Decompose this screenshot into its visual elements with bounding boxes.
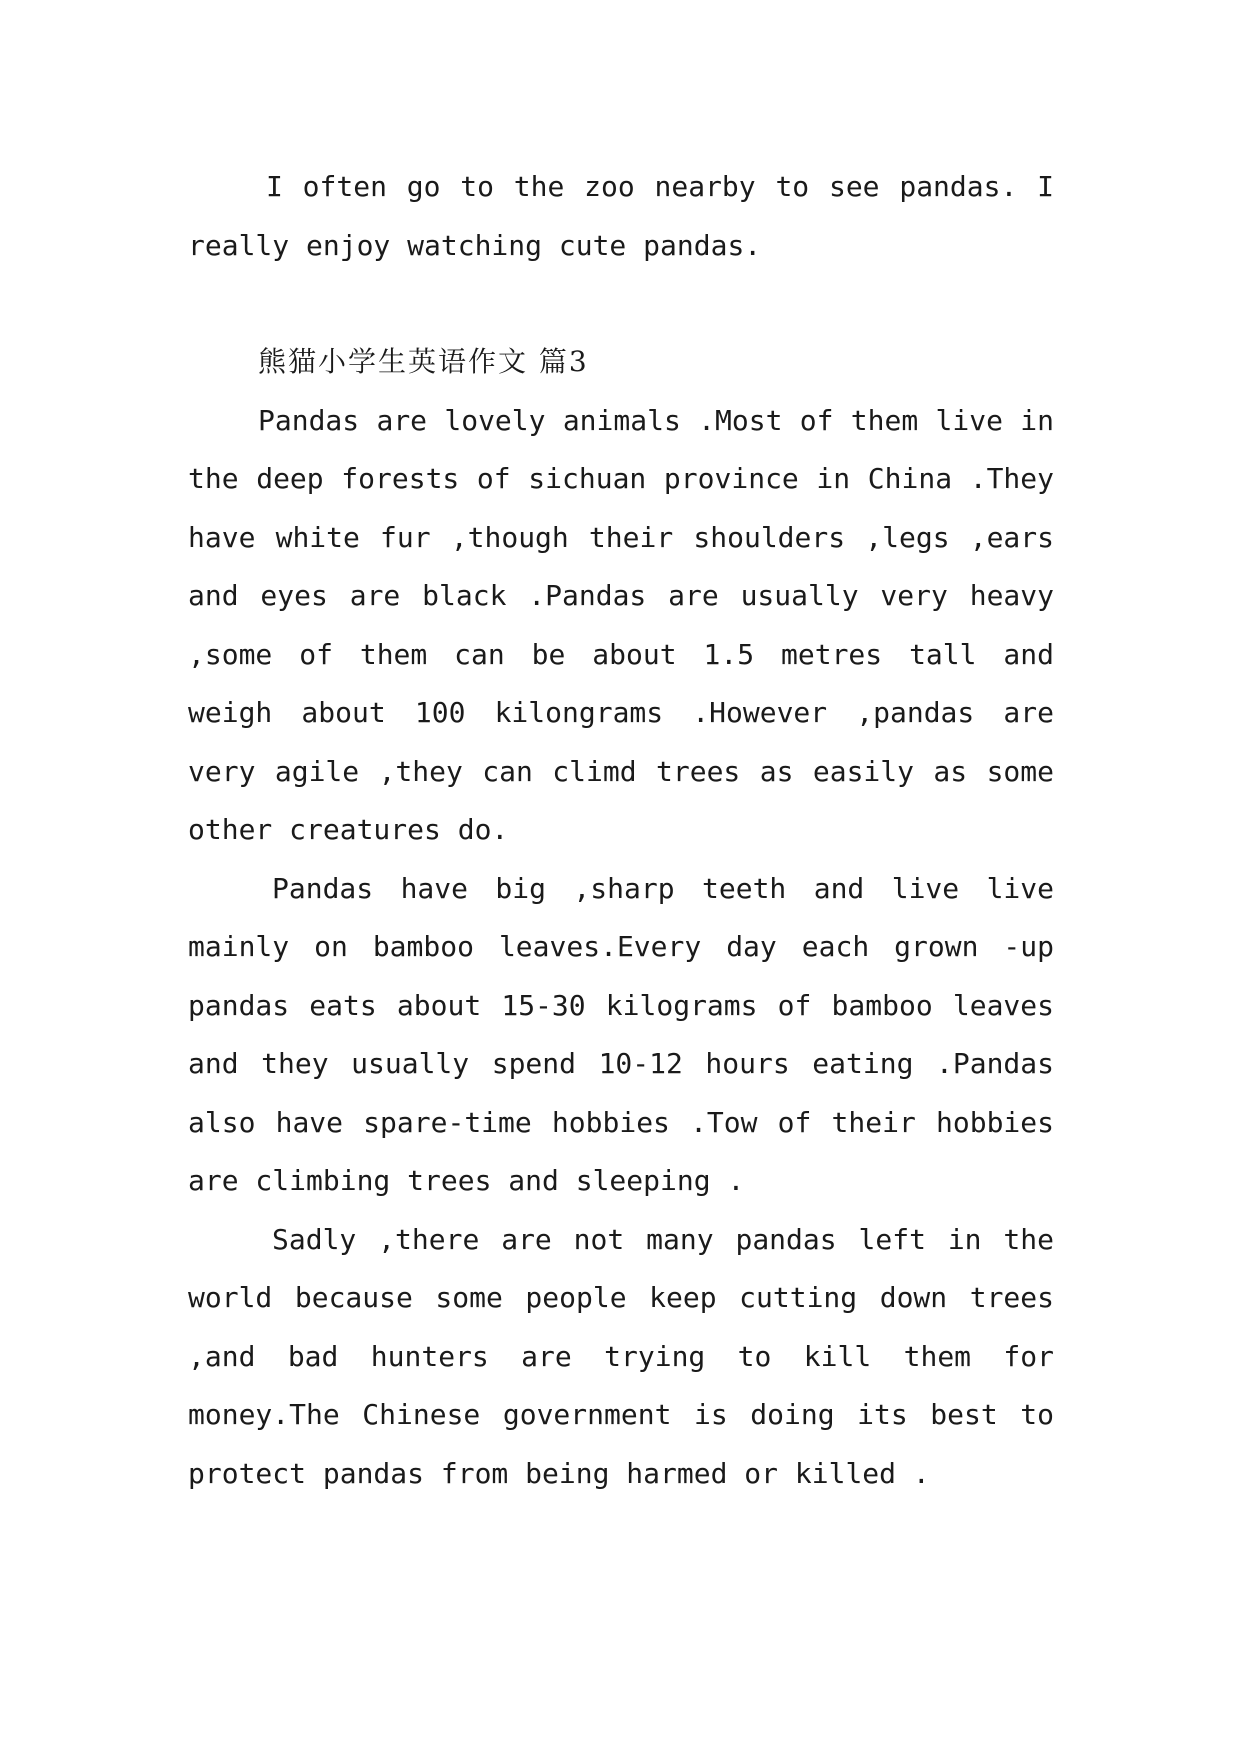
document-body <box>188 158 1054 1503</box>
paragraph-conservation: Sadly ,there are not many pandas left in the world because some people keep cutting down trees ,and bad hunters are trying to kill them for money.The Chinese government is doing its best to protect pandas from being harmed or killed . <box>188 1222 1054 1490</box>
paragraph-description: Pandas are lovely animals .Most of them live in the deep forests of sichuan province in China .They have white fur ,though their shoulders ,legs ,ears and eyes are black .Pandas are usually very heavy ,some of them can be about 1.5 metres tall and weigh about 100 kilongrams .However ,pandas are very agile ,they can climd trees as easily as some other creatures do. <box>188 403 1054 846</box>
paragraph-intro: I often go to the zoo nearby to see pandas. I really enjoy watching cute pandas. <box>188 170 1054 262</box>
paragraph-diet: Pandas have big ,sharp teeth and live live mainly on bamboo leaves.Every day each grown -up pandas eats about 15-30 kilograms of bamboo leaves and they usually spend 10-12 hours eating .Pandas also have spare-time hobbies .Tow of their hobbies are climbing trees and sleeping . <box>188 871 1054 1197</box>
section-title: 熊猫小学生英语作文 篇3 <box>258 345 589 378</box>
